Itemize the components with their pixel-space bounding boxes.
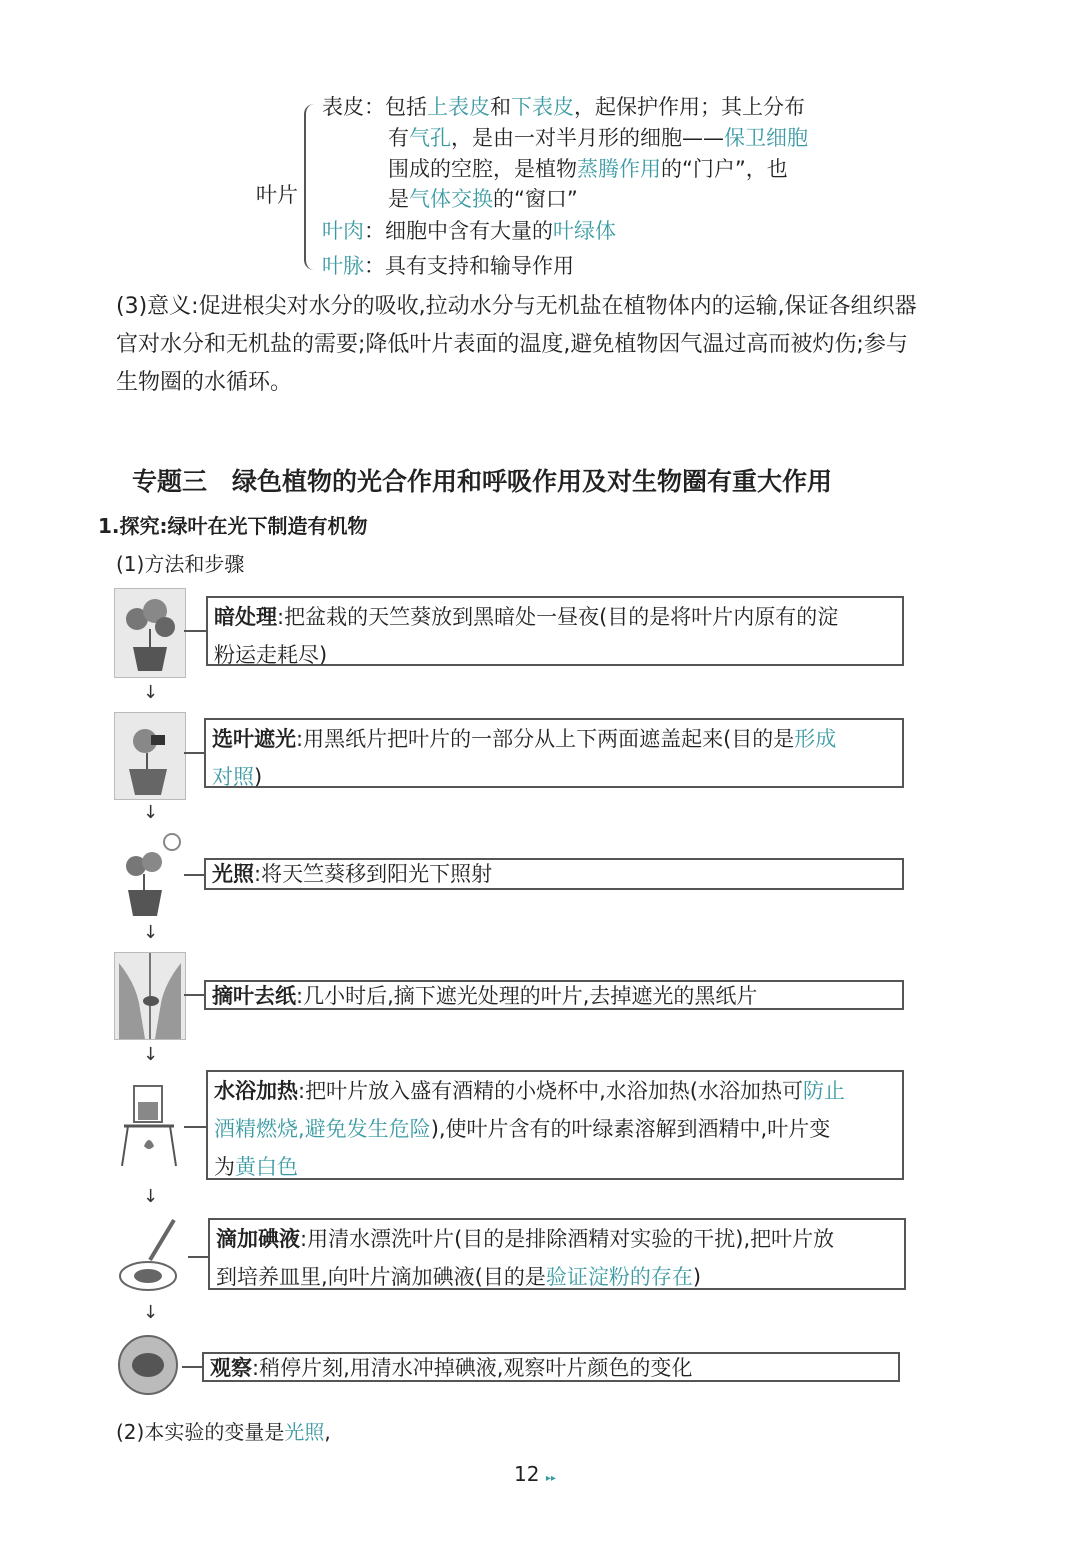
variable-value: 光照 [284, 1420, 325, 1444]
page-number: 12 ▸▸ [514, 1462, 556, 1486]
step-select-and-shade: 选叶遮光:用黑纸片把叶片的一部分从上下两面遮盖起来(目的是形成 对照) [204, 718, 904, 788]
mesophyll-name: 叶肉 [322, 219, 364, 243]
petri-dish-image [114, 1334, 182, 1396]
section-title: 专题三 绿色植物的光合作用和呼吸作用及对生物圈有重大作用 [132, 467, 833, 496]
remove-leaf-image [114, 952, 186, 1040]
subheading: 1.探究:绿叶在光下制造有机物 [98, 514, 368, 538]
leader-line [184, 630, 206, 632]
leader-line [184, 752, 206, 754]
upper-epidermis: 上表皮 [427, 95, 490, 119]
mesophyll-line: 叶肉：细胞中含有大量的叶绿体 [322, 219, 616, 243]
leader-line [188, 1256, 208, 1258]
leader-line [184, 874, 206, 876]
down-arrow-icon: ↓ [143, 682, 159, 703]
leaf-brace [304, 104, 318, 270]
epidermis-line-3: 围成的空腔，是植物蒸腾作用的“门户”，也 [388, 157, 788, 181]
vein-name: 叶脉 [322, 254, 364, 278]
leader-line [184, 994, 206, 996]
epidermis-name: 表皮 [322, 95, 364, 119]
step-water-bath: 水浴加热:把叶片放入盛有酒精的小烧杯中,水浴加热(水浴加热可防止 酒精燃烧,避免发生危险),使叶片含有的叶绿素溶解到酒精中,叶片变 为黄白色 [206, 1070, 904, 1180]
variable-line: (2)本实验的变量是光照, [116, 1420, 331, 1444]
epidermis-line-1: 表皮：包括上表皮和下表皮，起保护作用；其上分布 [322, 95, 805, 119]
chloroplast: 叶绿体 [553, 219, 616, 243]
step-illumination: 光照:将天竺葵移到阳光下照射 [204, 858, 904, 890]
epidermis-line-4: 是气体交换的“窗口” [388, 187, 578, 211]
shading-leaf-image [114, 712, 186, 800]
potted-plant-image [114, 588, 186, 678]
leader-line [184, 1126, 206, 1128]
down-arrow-icon: ↓ [143, 802, 159, 823]
vein-line: 叶脉：具有支持和输导作用 [322, 254, 574, 278]
step-observe: 观察:稍停片刻,用清水冲掉碘液,观察叶片颜色的变化 [202, 1352, 900, 1382]
down-arrow-icon: ↓ [143, 1186, 159, 1207]
iodine-dropper-image [114, 1216, 188, 1298]
sunlight-plant-image [114, 830, 184, 918]
step-remove-leaf: 摘叶去纸:几小时后,摘下遮光处理的叶片,去掉遮光的黑纸片 [204, 980, 904, 1010]
gas-exchange: 气体交换 [409, 187, 493, 211]
water-bath-image [114, 1078, 184, 1168]
down-arrow-icon: ↓ [143, 1302, 159, 1323]
meaning-paragraph: (3)意义:促进根尖对水分的吸收,拉动水分与无机盐在植物体内的运输,保证各组织器 官对水分和无机盐的需要;降低叶片表面的温度,避免植物因气温过高而被灼伤;参与 生物圈的水循环。 [116, 294, 917, 395]
leader-line [182, 1366, 204, 1368]
guard-cell: 保卫细胞 [724, 126, 808, 150]
transpiration: 蒸腾作用 [577, 157, 661, 181]
step-dark-treatment: 暗处理:把盆栽的天竺葵放到黑暗处一昼夜(目的是将叶片内原有的淀 粉运走耗尽) [206, 596, 904, 666]
step-add-iodine: 滴加碘液:用清水漂洗叶片(目的是排除酒精对实验的干扰),把叶片放 到培养皿里,向叶片滴加碘液(目的是验证淀粉的存在) [208, 1218, 906, 1290]
page-arrow-icon: ▸▸ [545, 1473, 556, 1484]
down-arrow-icon: ↓ [143, 1044, 159, 1065]
down-arrow-icon: ↓ [143, 922, 159, 943]
stomata: 气孔 [409, 126, 451, 150]
method-label: (1)方法和步骤 [116, 552, 245, 576]
lower-epidermis: 下表皮 [511, 95, 574, 119]
epidermis-line-2: 有气孔，是由一对半月形的细胞——保卫细胞 [388, 126, 808, 150]
leaf-label: 叶片 [256, 183, 298, 207]
